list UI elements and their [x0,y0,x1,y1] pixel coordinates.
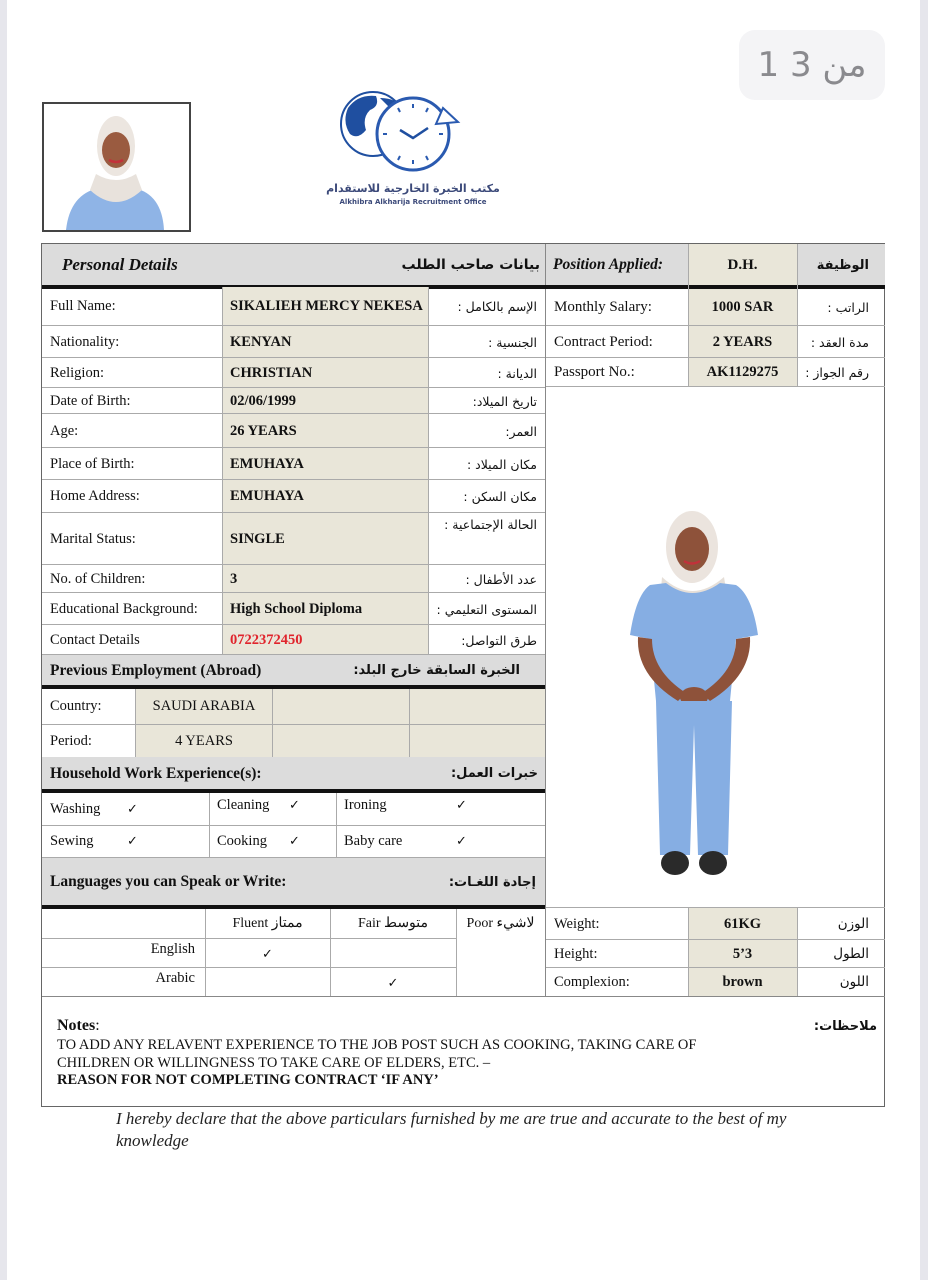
company-logo [318,86,508,216]
personal-label: Nationality: [50,333,120,350]
household-title: Household Work Experience(s): [42,757,545,790]
personal-label: Age: [50,422,79,439]
personal-label: Educational Background: [50,600,198,617]
personal-value: 0722372450 [222,625,428,655]
period-extra-1 [273,725,409,757]
skill-item [336,825,545,857]
period-label: Period: [50,732,92,749]
check-icon: ✓ [127,833,138,849]
personal-details-title: Personal Details [42,244,545,286]
skill-label: Cooking [217,832,267,849]
skill-item [209,825,336,857]
notes-line-1: TO ADD ANY RELAVENT EXPERIENCE TO THE JOB POST SUCH AS COOKING, TAKING CARE OF [57,1037,697,1053]
language-level-header: Fair متوسط [357,916,429,931]
check-icon: ✓ [127,801,138,817]
personal-label: Contact Details [50,631,140,648]
previous-employment-title-ar: الخبرة السابقة خارج البلد: [353,663,520,678]
personal-value: EMUHAYA [222,448,428,480]
personal-label-ar: الحالة الإجتماعية : [444,517,537,532]
personal-label: Religion: [50,364,104,381]
period-value: 4 YEARS [136,725,272,757]
check-icon: ✓ [289,797,300,813]
country-label: Country: [50,698,102,714]
skill-item [336,789,545,821]
language-level-header: Fluent ممتاز [232,916,303,931]
position-row-value: AK1129275 [688,358,797,387]
personal-value: 3 [222,565,428,593]
household-title-ar: خبرات العمل: [450,766,538,781]
skill-label: Washing [50,800,101,817]
skill-label: Sewing [50,832,94,849]
personal-label-ar: الإسم بالكامل : [457,299,537,314]
position-applied-label-ar: الوظيفة [797,244,885,286]
personal-label: Date of Birth: [50,392,131,409]
personal-value: SIKALIEH MERCY NEKESA [222,287,428,326]
personal-label: Place of Birth: [50,455,135,472]
skill-label: Cleaning [217,796,270,813]
position-row-label-ar: مدة العقد : [810,334,869,350]
personal-value: KENYAN [222,326,428,358]
skill-item [42,825,209,857]
page-edge-left [0,0,7,1280]
languages-title: Languages you can Speak or Write: [42,858,545,906]
position-applied-label: Position Applied: [545,244,688,286]
notes-section: Notes: ملاحظات: TO ADD ANY RELAVENT EXPERIENCE TO THE JOB POST SUCH AS COOKING, TAKING CARE OF CHILDREN OR WILLINGNESS TO TAKE CARE OF ELDERS, ETC. – REASON FOR NOT COMPLETING CONTRACT ‘IF ANY’ [57,1017,877,1088]
country-extra-1 [273,689,409,724]
personal-label-ar: طرق التواصل: [461,632,537,648]
position-row-value: 2 YEARS [688,326,797,358]
personal-label: Home Address: [50,488,140,504]
notes-label: Notes [57,1017,96,1034]
previous-employment-title: Previous Employment (Abroad) [42,655,545,686]
notes-line-3: REASON FOR NOT COMPLETING CONTRACT ‘IF ANY’ [57,1072,439,1088]
personal-label-ar: المستوى التعليمي : [436,601,537,617]
position-row-label: Passport No.: [554,364,635,380]
physical-label: Height: [554,945,598,962]
personal-label: No. of Children: [50,570,146,587]
page-edge-right [920,0,928,1280]
position-row-value: 1000 SAR [688,289,797,326]
check-icon: ✓ [456,797,467,813]
personal-value: 26 YEARS [222,414,428,448]
check-icon: ✓ [456,833,467,849]
full-body-photo [620,505,770,890]
position-row-label-ar: رقم الجواز : [805,365,869,380]
language-level-check-icon: ✓ [262,947,273,962]
personal-value: High School Diploma [222,593,428,625]
personal-value: 02/06/1999 [222,388,428,414]
position-row-label: Monthly Salary: [554,299,652,315]
personal-details-title-ar: بيانات صاحب الطلب [401,257,540,273]
physical-label: Complexion: [554,973,630,990]
country-value: SAUDI ARABIA [136,689,272,724]
language-name: Arabic [155,970,195,986]
declaration-text: I hereby declare that the above particulars furnished by me are true and accurate to the best of my knowledge [116,1109,787,1150]
physical-label-ar: الطول [833,946,869,962]
personal-label-ar: مكان السكن : [463,489,537,504]
physical-value: brown [688,968,797,996]
skill-label: Baby care [344,832,403,849]
personal-value: EMUHAYA [222,480,428,513]
personal-label-ar: تاريخ الميلاد: [472,393,537,409]
languages-title-ar: إجادة اللغـات: [448,874,536,890]
position-row-label-ar: الراتب : [827,300,869,315]
skill-label: Ironing [344,796,387,813]
logo-name-arabic: مكتب الخبرة الخارجية للاستقدام [326,182,500,195]
personal-label: Marital Status: [50,530,136,547]
period-extra-2 [410,725,545,757]
notes-line-2: CHILDREN OR WILLINGNESS TO TAKE CARE OF ELDERS, ETC. – [57,1054,491,1071]
personal-label-ar: العمر: [505,423,537,439]
notes-label-ar: ملاحظات: [813,1019,877,1034]
passport-photo [42,102,191,232]
physical-value: 61KG [688,908,797,940]
physical-label: Weight: [554,915,600,932]
physical-value: 5’3 [688,940,797,968]
language-level-check-icon: ✓ [387,976,399,991]
country-extra-2 [410,689,545,724]
personal-label-ar: مكان الميلاد : [466,456,537,472]
logo-name-english: Alkhibra Alkharija Recruitment Office [339,198,487,206]
position-row-label: Contract Period: [554,333,653,350]
personal-label-ar: عدد الأطفال : [465,571,537,587]
position-applied-value: D.H. [688,244,797,286]
personal-value: CHRISTIAN [222,358,428,388]
physical-label-ar: اللون [839,974,869,990]
skill-item [42,793,209,825]
physical-label-ar: الوزن [837,916,869,932]
personal-label: Full Name: [50,298,116,314]
personal-value: SINGLE [222,513,428,565]
personal-label-ar: الجنسية : [488,334,537,350]
page-indicator: 1 من 3 [739,30,885,100]
language-level-header: Poor لاشيء [466,916,535,931]
language-name: English [150,941,195,957]
personal-label-ar: الديانة : [497,365,537,381]
skill-item [209,789,336,821]
check-icon: ✓ [289,833,300,849]
